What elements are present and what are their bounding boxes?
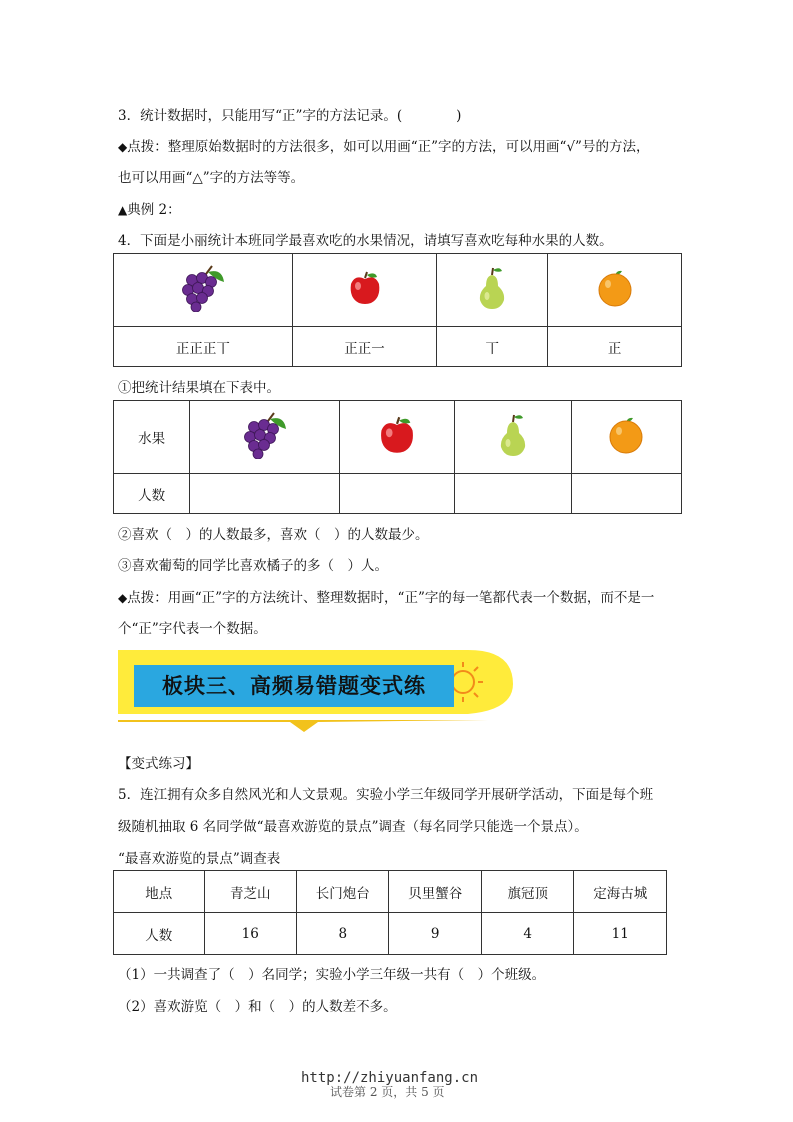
survey-value-cell: 11 (574, 913, 667, 955)
survey-header-cell: 定海古城 (574, 871, 667, 913)
tally-cell: 正正正丅 (114, 327, 293, 367)
q4-part3: ③喜欢葡萄的同学比喜欢橘子的多（ ）人。 (118, 558, 388, 574)
q3-question: 3．统计数据时，只能用写“正”字的方法记录。( ) (118, 108, 462, 124)
q4-part2: ②喜欢（ ）的人数最多，喜欢（ ）的人数最少。 (118, 527, 429, 543)
tally-cell: 丅 (437, 327, 548, 367)
footer-page-number: 试卷第 2 页，共 5 页 (330, 1085, 445, 1099)
practice-heading: 【变式练习】 (118, 756, 199, 772)
survey-value-cell: 8 (297, 913, 389, 955)
survey-value-cell: 16 (204, 913, 297, 955)
answer-cell[interactable] (340, 474, 454, 514)
fill-fruit-cell (454, 401, 571, 474)
tally-fruit-cell (292, 254, 437, 327)
q3-hint-line2: 也可以用画“△”字的方法等等。 (118, 170, 305, 186)
tally-table (113, 253, 682, 367)
example-label: 典例 2： (127, 202, 181, 218)
tally-cell: 正 (548, 327, 682, 367)
orange-icon (606, 416, 646, 454)
fill-fruit-cell (571, 401, 681, 474)
q5-sub1: （1）一共调查了（ ）名同学；实验小学三年级一共有（ ）个班级。 (118, 967, 546, 983)
answer-cell[interactable] (454, 474, 571, 514)
q3-hint-line1 (118, 135, 649, 155)
survey-header-cell: 地点 (114, 871, 205, 913)
q4-hint-label: 点拨： (127, 590, 168, 606)
orange-icon (595, 269, 635, 307)
section-banner (118, 650, 518, 732)
fill-table (113, 400, 682, 514)
q4-question: 4．下面是小丽统计本班同学最喜欢吃的水果情况，请填写喜欢吃每种水果的人数。 (118, 233, 613, 249)
fill-table-row-header: 人数 (114, 474, 190, 514)
diamond-bullet-icon: ◆ (118, 591, 128, 605)
survey-header-cell: 旗冠顶 (481, 871, 573, 913)
answer-cell[interactable] (571, 474, 681, 514)
survey-header-cell: 长门炮台 (297, 871, 389, 913)
apple-icon (377, 415, 417, 455)
survey-table-title: “最喜欢游览的景点”调查表 (118, 851, 281, 867)
footer-url[interactable]: http://zhiyuanfang.cn (301, 1070, 479, 1086)
q3-hint-label: 点拨： (127, 139, 168, 155)
q4-hint-line1 (118, 586, 654, 606)
fill-fruit-cell (340, 401, 454, 474)
tally-cell: 正正一 (292, 327, 437, 367)
apple-icon (347, 270, 383, 306)
survey-header-cell: 青芝山 (204, 871, 297, 913)
grape-icon (178, 264, 228, 312)
tally-fruit-cell (437, 254, 548, 327)
survey-table (113, 870, 667, 955)
pear-icon (497, 413, 529, 457)
survey-value-cell: 人数 (114, 913, 205, 955)
triangle-bullet-icon: ▲ (118, 203, 128, 217)
q5-line1: 5．连江拥有众多自然风光和人文景观。实验小学三年级同学开展研学活动，下面是每个班 (118, 787, 654, 803)
survey-value-cell: 9 (389, 913, 481, 955)
tally-fruit-cell (548, 254, 682, 327)
q4-hint-line2: 个“正”字代表一个数据。 (118, 621, 267, 637)
grape-icon (240, 411, 290, 459)
banner-title: 板块三、高频易错题变式练 (134, 665, 454, 707)
fill-fruit-cell (190, 401, 340, 474)
pear-icon (476, 266, 508, 310)
answer-cell[interactable] (190, 474, 340, 514)
diamond-bullet-icon: ◆ (118, 140, 128, 154)
fill-table-row-header: 水果 (114, 401, 190, 474)
q4-hint-text: 用画“正”字的方法统计、整理数据时，“正”字的每一笔都代表一个数据，而不是一 (167, 590, 655, 606)
survey-value-cell: 4 (481, 913, 573, 955)
example-heading (118, 198, 181, 218)
q3-hint-text: 整理原始数据时的方法很多，如可以用画“正”字的方法，可以用画“√”号的方法， (167, 139, 650, 155)
q4-part1: ①把统计结果填在下表中。 (118, 380, 280, 396)
q5-line2: 级随机抽取 6 名同学做“最喜欢游览的景点”调查（每名同学只能选一个景点）。 (118, 819, 588, 835)
survey-header-cell: 贝里蟹谷 (389, 871, 481, 913)
tally-fruit-cell (114, 254, 293, 327)
q5-sub2: （2）喜欢游览（ ）和（ ）的人数差不多。 (118, 999, 397, 1015)
